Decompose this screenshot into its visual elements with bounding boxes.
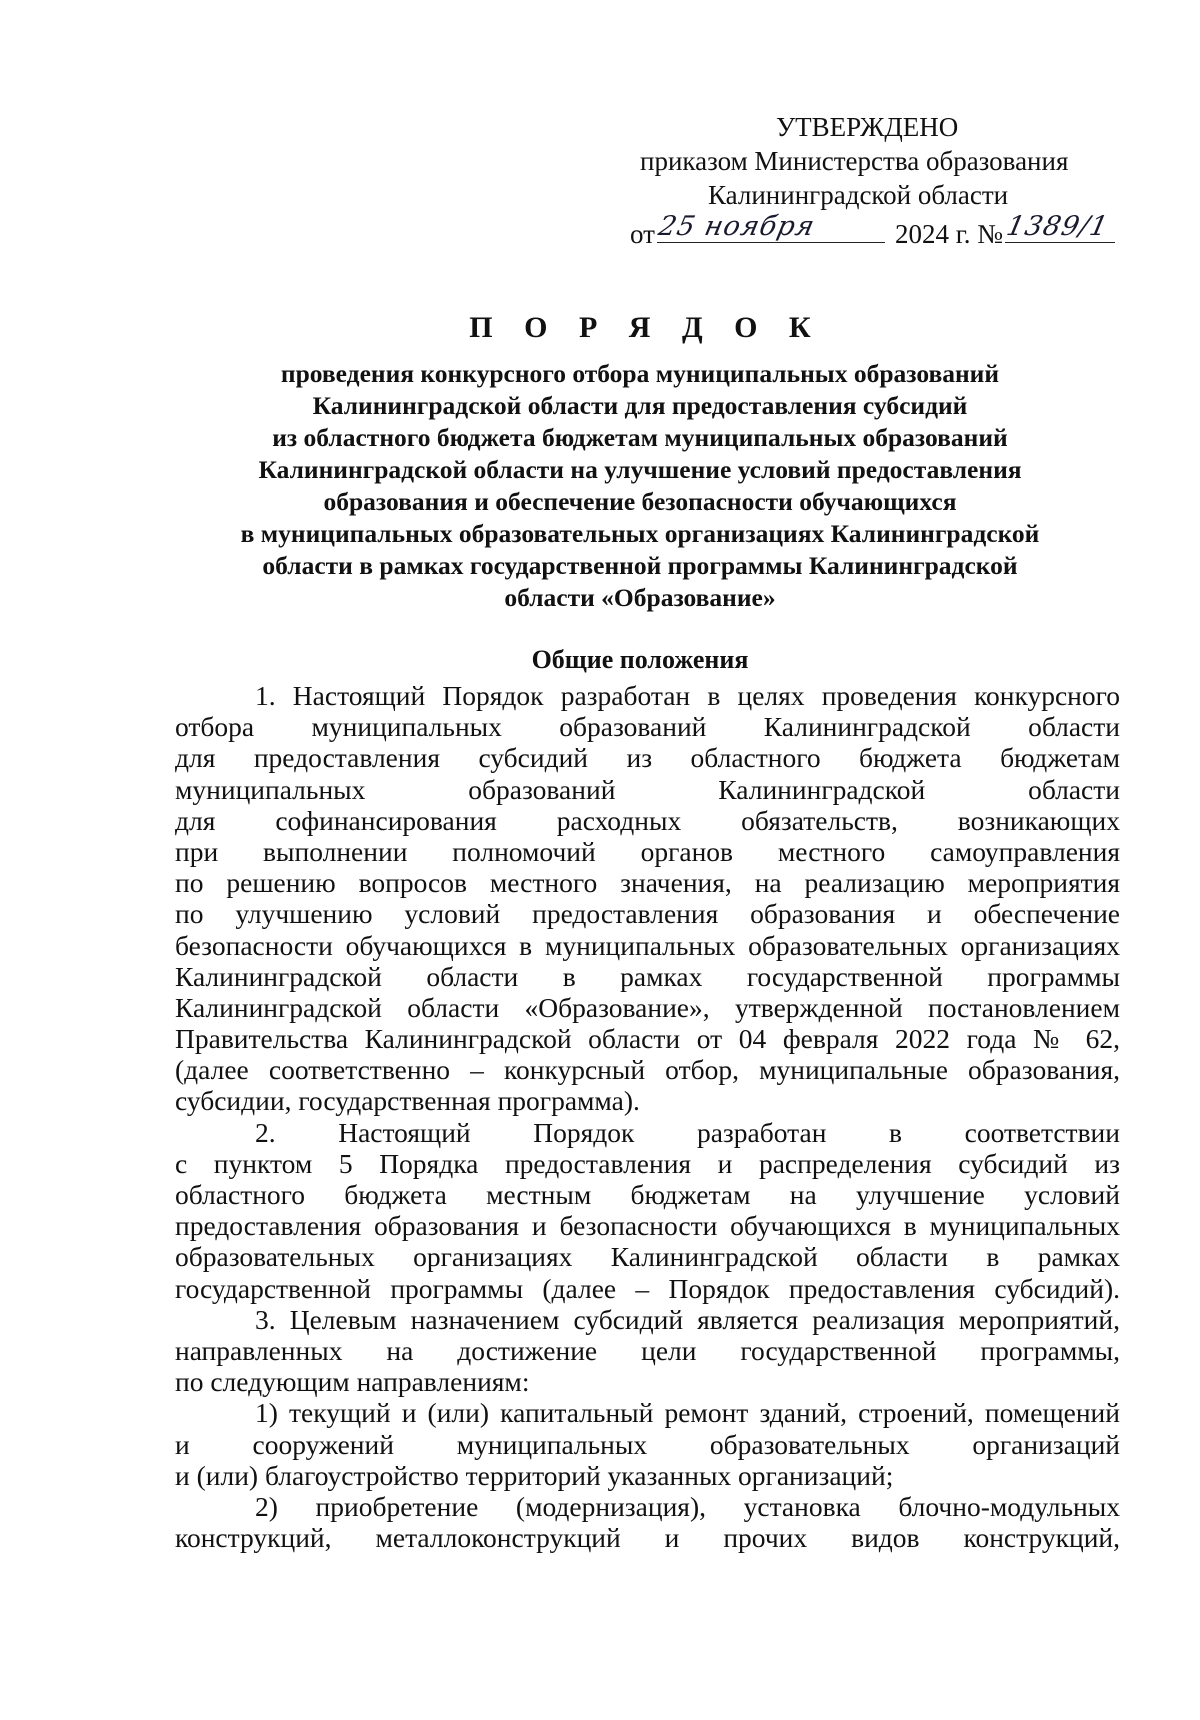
date-field bbox=[657, 212, 885, 243]
body-line: по улучшению условий предоставления образования и обеспечение bbox=[175, 898, 1120, 930]
subtitle-line: образования и обеспечение безопасности обучающихся bbox=[323, 487, 957, 516]
document-title: П О Р Я Д О К bbox=[469, 311, 823, 344]
body-line: 1) текущий и (или) капитальный ремонт зданий, строений, помещений bbox=[255, 1397, 1120, 1429]
body-line: 3. Целевым назначением субсидий является реализация мероприятий, bbox=[255, 1303, 1120, 1335]
body-line: государственной программы (далее – Порядок предоставления субсидий). bbox=[175, 1272, 1120, 1304]
section-heading: Общие положения bbox=[531, 645, 749, 674]
body-line: Калининградской области в рамках государственной программы bbox=[175, 960, 1120, 992]
year-label: 2024 г. № bbox=[894, 219, 1003, 249]
body-line: по следующим направлениям: bbox=[175, 1366, 530, 1398]
subtitle-line: области в рамках государственной программы Калининградской bbox=[262, 551, 1018, 580]
body-line: муниципальных образований Калининградской области bbox=[175, 773, 1120, 805]
body-line: (далее соответственно – конкурсный отбор, муниципальные образования, bbox=[175, 1054, 1120, 1086]
body-line: и (или) благоустройство территорий указанных организаций; bbox=[175, 1459, 894, 1491]
document-body bbox=[175, 680, 1120, 1553]
handwritten-number: 1389/1 bbox=[1003, 211, 1112, 242]
body-line: 2) приобретение (модернизация), установка блочно-модульных bbox=[255, 1490, 1120, 1522]
approval-order-line: приказом Министерства образования bbox=[640, 146, 1069, 176]
body-line: и сооружений муниципальных образовательных организаций bbox=[175, 1428, 1120, 1460]
subtitle-line: из областного бюджета бюджетам муниципальных образований bbox=[272, 423, 1008, 452]
body-line: субсидии, государственная программа). bbox=[175, 1085, 640, 1117]
body-line: отбора муниципальных образований Калининградской области bbox=[175, 711, 1120, 743]
subtitle-line: проведения конкурсного отбора муниципальных образований bbox=[280, 359, 1000, 388]
body-line: для софинансирования расходных обязательств, возникающих bbox=[175, 804, 1120, 836]
subtitle-line: в муниципальных образовательных организациях Калининградской bbox=[240, 519, 1040, 548]
body-line: направленных на достижение цели государственной программы, bbox=[175, 1334, 1120, 1366]
body-line: по решению вопросов местного значения, на реализацию мероприятия bbox=[175, 867, 1120, 899]
approval-region-line: Калининградской области bbox=[708, 180, 1009, 210]
approval-title: УТВЕРЖДЕНО bbox=[776, 112, 959, 142]
body-line: 2. Настоящий Порядок разработан в соответствии bbox=[255, 1116, 1120, 1148]
body-line: предоставления образования и безопасности обучающихся в муниципальных bbox=[175, 1210, 1120, 1242]
body-line: с пунктом 5 Порядка предоставления и распределения субсидий из bbox=[175, 1147, 1120, 1179]
number-field bbox=[1005, 212, 1115, 243]
subtitle-line: Калининградской области для предоставления субсидий bbox=[312, 391, 968, 420]
date-prefix: от bbox=[630, 219, 655, 249]
approval-block bbox=[600, 110, 1120, 251]
handwritten-date: 25 ноября bbox=[655, 211, 818, 242]
body-line: областного бюджета местным бюджетам на улучшение условий bbox=[175, 1179, 1120, 1210]
body-line: Калининградской области «Образование», утвержденной постановлением bbox=[175, 991, 1120, 1023]
body-line: Правительства Калининградской области от 04 февраля 2022 года № 62, bbox=[175, 1023, 1120, 1055]
subtitle-line: области «Образование» bbox=[504, 583, 776, 612]
body-line: образовательных организациях Калининградской области в рамках bbox=[175, 1241, 1120, 1273]
document-heading bbox=[160, 308, 1120, 614]
body-line: безопасности обучающихся в муниципальных образовательных организациях bbox=[175, 929, 1120, 961]
approval-date-line bbox=[600, 212, 1120, 251]
subtitle-line: Калининградской области на улучшение условий предоставления bbox=[258, 455, 1022, 484]
body-line: конструкций, металлоконструкций и прочих видов конструкций, bbox=[175, 1522, 1120, 1554]
body-line: 1. Настоящий Порядок разработан в целях проведения конкурсного bbox=[255, 680, 1120, 711]
body-line: при выполнении полномочий органов местного самоуправления bbox=[175, 835, 1120, 867]
body-line: для предоставления субсидий из областного бюджета бюджетам bbox=[175, 742, 1120, 774]
